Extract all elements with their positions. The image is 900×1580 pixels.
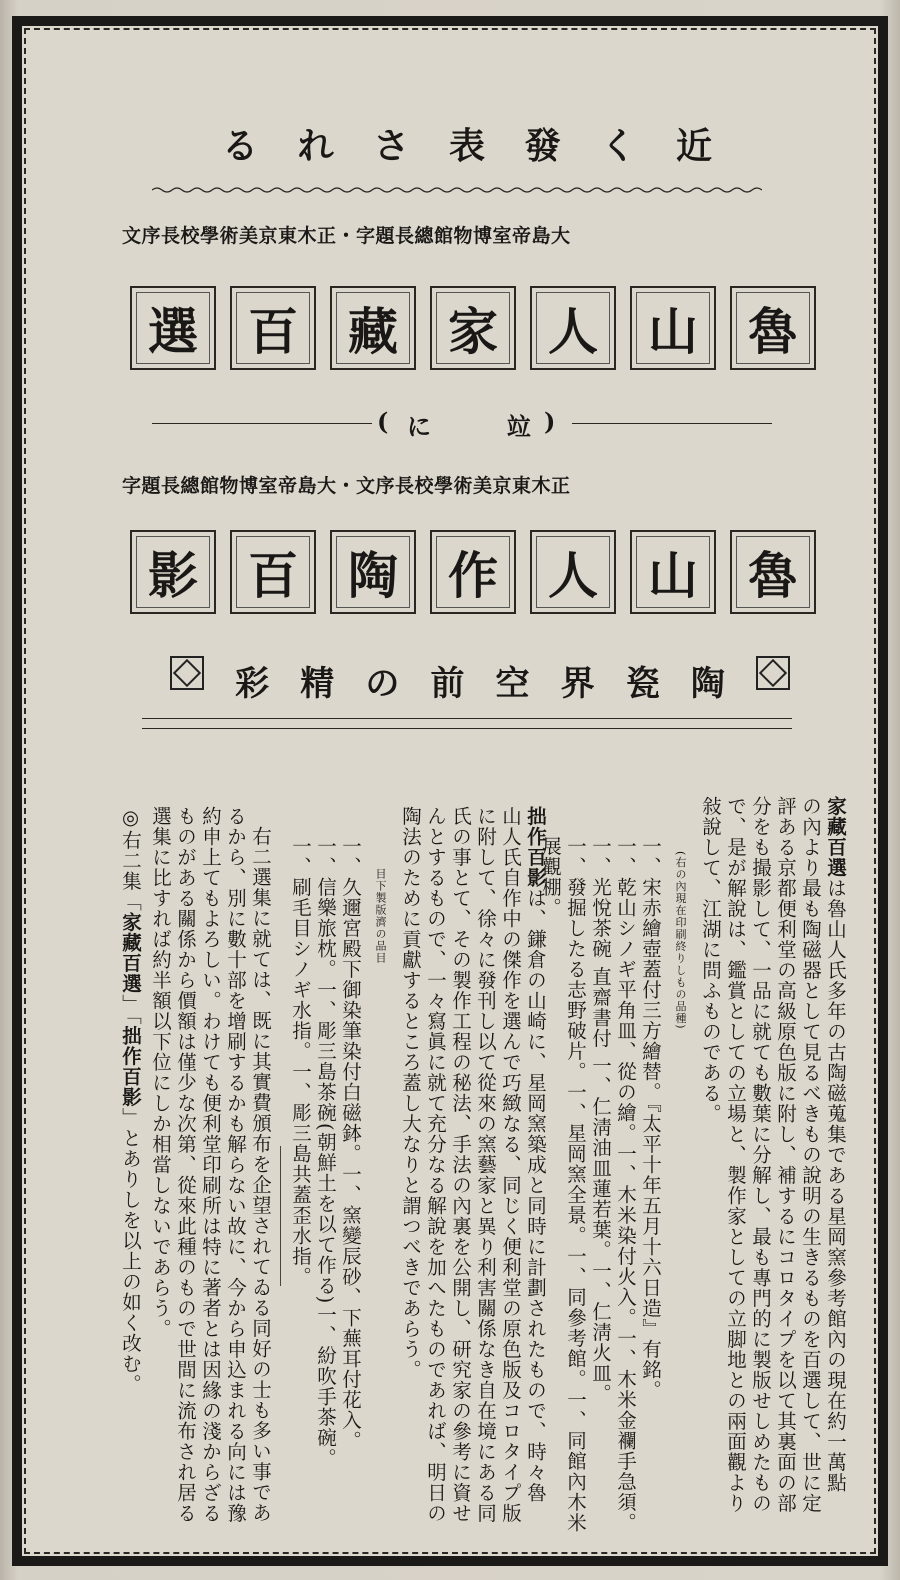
closing-title-2: 拙作百影 (119, 1025, 142, 1108)
sekisaku-line-3: に附して、徐々に發刊し以て從來の窯藝家と異り利害關係なき自在境にある同 (474, 806, 497, 1524)
list-b-note: 目下製版濟の品目 (374, 868, 387, 964)
kazou-line-6: 敍說して、江湖に問ふものである。 (699, 796, 722, 1124)
diamond-ornament-right-icon (756, 656, 790, 690)
title-1-row (130, 286, 816, 370)
list-b-item-3: 一、刷毛目シノギ水指。一、彫三島共蓋歪水指。 (289, 836, 312, 1287)
rule-lower (142, 728, 792, 729)
tagline-char: 陶 (690, 664, 725, 704)
final-line-4: ものがある關係から價額は僅少な次第、從來此種のもので世間に流布され居る (174, 806, 197, 1524)
conj-close-paren: ) (544, 407, 556, 436)
closing-note (118, 806, 143, 1394)
title-2-box: 魯 (730, 530, 816, 614)
title-2-box: 作 (430, 530, 516, 614)
tagline-char: 精 (300, 664, 335, 704)
final-line-3: 約申上てもよろしい。わけても便利堂印刷所は特に著者とは因緣の淺からざる (199, 806, 222, 1524)
tagline-char: の (365, 664, 400, 704)
kazou-line-3: 評ある京都便利堂の高級原色版に附し、補するにコロタイプを以て其裏面の部 (774, 796, 797, 1514)
headline-char: さ (373, 125, 410, 167)
kazou-line-5: で、是が解說は、鑑賞としての立場と、製作家としての立脚地との兩面觀より (724, 796, 747, 1514)
title-2-box: 陶 (330, 530, 416, 614)
wavy-rule-top (152, 186, 762, 194)
rule-upper (142, 718, 792, 719)
closing-post: 」とありしを以上の如く改む。 (119, 1107, 142, 1395)
tagline (170, 656, 790, 705)
conj-rule-right (572, 423, 772, 424)
conj-char-narabi: 竝 (507, 412, 531, 441)
headline-char: 表 (448, 125, 485, 167)
sekisaku-line-6: 陶法のために貢獻するところ蓋し大なりと謂つべきであらう。 (399, 806, 422, 1380)
tagline-char: 前 (430, 664, 465, 704)
title-1-box: 百 (230, 286, 316, 370)
kazou-line-2: の內より最も陶磁器として見るべきもの說明の生きるものを百選して、世に定 (799, 796, 822, 1514)
subtitle-2: 正木東京美術學校長序文・大島帝室博物館總長題字 (122, 475, 571, 497)
sekisaku-title: 拙作百影 (524, 806, 547, 888)
sekisaku-line-2: 山人氏自作中の傑作を選んで巧緻なる、同じく便利堂の原色版及コロタイプ版 (499, 806, 522, 1524)
headline (222, 118, 712, 169)
tagline-char: 空 (495, 664, 530, 704)
closing-title-1: 家藏百選 (119, 912, 142, 994)
headline-char: く (600, 125, 637, 167)
list-a-item-3: 一、光悅茶碗 直齋書付 一、仁淸油皿蓮若葉。一、仁淸火皿。 (589, 836, 612, 1404)
title-1-box: 山 (630, 286, 716, 370)
title-1-box: 選 (130, 286, 216, 370)
kazou-line-1 (823, 796, 848, 1493)
title-1-box: 魯 (730, 286, 816, 370)
kazou-title: 家藏百選 (824, 796, 847, 878)
headline-char: る (222, 125, 259, 167)
title-1-box: 人 (530, 286, 616, 370)
final-line-5: 選集に比すれば約半額以下位にしか相當しないであらう。 (149, 806, 172, 1339)
sekisaku-line-1-text: は、鎌倉の山崎に、星岡窯築成と同時に計劃されたもので、時々魯 (524, 888, 547, 1503)
conj-open-paren: ( (377, 407, 389, 436)
list-b-item-1: 一、久邇宮殿下御染筆染付白磁鉢。一、窯變辰砂、下蕪耳付花入。 (339, 836, 362, 1451)
list-b-divider (280, 1146, 281, 1286)
kazou-line-4: 分をも撮影して、一品に就ても數葉に分解し、最も專門的に製版せしめたもの (749, 796, 772, 1514)
tagline-char: 彩 (235, 664, 270, 704)
tagline-char: 界 (560, 664, 595, 704)
kazou-line-1-text: は魯山人氏多年の古陶磁蒐集である星岡窯參考館內の現在約一萬點 (824, 878, 847, 1493)
title-2-row (130, 530, 816, 614)
final-line-2: るから、別に數十部を增刷するかも解らない故に、今から申込まれる向には豫 (224, 806, 247, 1524)
conj-char-ni: に (407, 412, 431, 441)
headline-char: 近 (675, 125, 712, 167)
list-a-item-1: 一、宋赤繪壺蓋付三方繪替。『太平十年五月十六日造』有銘。 (639, 836, 662, 1401)
diamond-ornament-left-icon (170, 656, 204, 690)
title-1-box: 藏 (330, 286, 416, 370)
list-b-item-2: 一、信樂旅枕。一、彫三島茶碗(朝鮮土を以て作る)一、紛吹手茶碗。 (314, 836, 337, 1469)
headline-char: 發 (524, 125, 561, 167)
tagline-char: 瓷 (625, 664, 660, 704)
closing-mid: 」「 (119, 994, 142, 1026)
title-2-box: 人 (530, 530, 616, 614)
title-2-box: 影 (130, 530, 216, 614)
sekisaku-line-4: 氏の事とて、その製作工程の秘法、手法の內裏を公開し、研究家の參考に資せ (449, 806, 472, 1524)
title-2-box: 山 (630, 530, 716, 614)
title-1-box: 家 (430, 286, 516, 370)
closing-pre: ◎右二集「 (119, 806, 142, 912)
sekisaku-line-5: んとするもので、一々寫眞に就て充分なる解說を加へたものであれば、明日の (424, 806, 447, 1524)
title-2-box: 百 (230, 530, 316, 614)
subtitle-1: 大島帝室博物館總長題字・正木東京美術學校長序文 (122, 225, 571, 247)
list-a-item-2: 一、乾山シノギ平角皿、從の繪。一、木米染付火入。一、木米金襴手急須。 (614, 836, 637, 1533)
conj-rule-left (152, 423, 372, 424)
list-a-note: (右の內現在印刷終りしもの品種) (674, 851, 687, 1030)
advertisement-frame (12, 16, 888, 1566)
sekisaku-line-1 (523, 806, 548, 1503)
headline-char: れ (297, 125, 334, 167)
final-line-1: 右二選集に就ては、既に其實費頒布を企望されてゐる同好の士も多い事であ (249, 826, 272, 1523)
list-a-item-4: 一、發掘したる志野破片。一、星岡窯全景。一、同參考館。一、同館內木米展觀棚。 (539, 836, 587, 1533)
